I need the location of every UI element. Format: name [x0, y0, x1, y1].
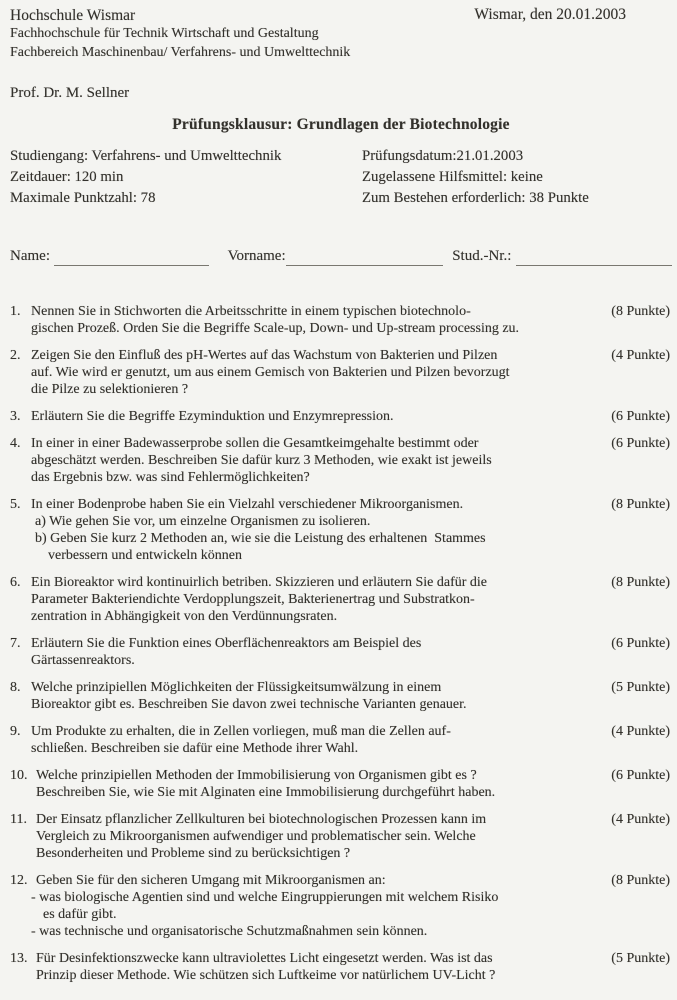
question-text [31, 408, 596, 425]
question-12 [10, 872, 672, 940]
question-5 [10, 496, 672, 564]
question-subitem-a: a) Wie gehen Sie vor, um einzelne Organismen zu isolieren. [35, 514, 371, 529]
name-label: Name: [10, 248, 50, 264]
pass-threshold: Zum Bestehen erforderlich: 38 Punkte [362, 190, 589, 206]
exam-info-left [10, 146, 362, 209]
study-programme: Studiengang: Verfahrens- und Umwelttechnik [10, 148, 282, 164]
exam-info-right [362, 146, 672, 209]
question-2 [10, 347, 672, 398]
allowed-aids: Zugelassene Hilfsmittel: keine [362, 169, 543, 185]
question-line: Ein Bioreaktor wird kontinuirlich betriben. Skizzieren und erläutern Sie dafür die [31, 575, 488, 590]
professor-name: Prof. Dr. M. Sellner [10, 85, 130, 101]
question-line: Welche prinzipiellen Möglichkeiten der Flüssigkeitsumwälzung in einem [31, 680, 442, 695]
document-header [10, 6, 672, 25]
question-line: verbessern und entwickeln können [48, 548, 242, 563]
question-9 [10, 723, 672, 757]
question-3 [10, 408, 672, 425]
question-number: 1. [10, 304, 21, 319]
question-line: Beschreiben Sie, wie Sie mit Alginaten eine Immobilisierung durchgeführt haben. [36, 785, 496, 800]
question-line: auf. Wie wird er genutzt, um aus einem Gemisch von Bakterien und Pilzen bevorzugt [31, 365, 510, 380]
question-text [31, 435, 596, 486]
question-bullet: - was biologische Agentien sind und welche Eingruppierungen mit welchem Risiko [31, 890, 499, 905]
question-number: 4. [10, 436, 21, 451]
question-line: Erläutern Sie die Funktion eines Oberflächenreaktors am Beispiel des [31, 636, 422, 651]
question-8 [10, 679, 672, 713]
question-text [31, 872, 596, 940]
vorname-blank-field [286, 250, 444, 266]
question-line: Besonderheiten und Probleme sind zu berücksichtigen ? [36, 846, 351, 861]
question-text [31, 635, 596, 669]
question-text [31, 574, 596, 625]
question-line: Bioreaktor gibt es. Beschreiben Sie davon zwei technische Varianten genauer. [31, 697, 467, 712]
question-number: 2. [10, 348, 21, 363]
points-badge: (6 Punkte) [611, 768, 670, 783]
question-11 [10, 811, 672, 862]
vorname-label: Vorname: [227, 248, 286, 264]
question-line: Zeigen Sie den Einfluß des pH-Wertes auf das Wachstum von Bakterien und Pilzen [31, 348, 498, 363]
question-number: 3. [10, 409, 21, 424]
question-7 [10, 635, 672, 669]
question-number: 6. [10, 575, 21, 590]
question-line: Parameter Bakteriendichte Verdopplungszeit, Bakterienertrag und Substratkon- [31, 592, 475, 607]
exam-title: Prüfungsklausur: Grundlagen der Biotechnologie [172, 116, 510, 133]
question-line: Erläutern Sie die Begriffe Ezyminduktion und Enzymrepression. [31, 409, 394, 424]
question-line: die Pilze zu selektionieren ? [31, 382, 189, 397]
name-blank-field [54, 250, 209, 266]
exam-date: Prüfungsdatum:21.01.2003 [362, 148, 524, 164]
question-line: das Ergebnis bzw. was sind Fehlermöglichkeiten? [31, 470, 310, 485]
question-number: 11. [10, 812, 27, 827]
question-line: Um Produkte zu erhalten, die in Zellen vorliegen, muß man die Zellen auf- [31, 724, 451, 739]
question-line: abgeschätzt werden. Beschreiben Sie dafür kurz 3 Methoden, wie exakt ist jeweils [31, 453, 492, 468]
question-line: Geben Sie für den sicheren Umgang mit Mikroorganismen an: [36, 873, 386, 888]
points-badge: (8 Punkte) [611, 575, 670, 590]
question-line: Prinzip dieser Methode. Wie schützen sich Luftkeime vor natürlichem UV-Licht ? [36, 968, 496, 983]
points-badge: (5 Punkte) [611, 951, 670, 966]
question-text [31, 496, 596, 564]
institution-name: Hochschule Wismar [10, 7, 136, 24]
question-line: zentration in Abhängigkeit von den Verdünnungsraten. [31, 609, 338, 624]
question-number: 8. [10, 680, 21, 695]
points-badge: (8 Punkte) [611, 304, 670, 319]
points-badge: (6 Punkte) [611, 409, 670, 424]
max-points: Maximale Punktzahl: 78 [10, 190, 156, 206]
question-number: 5. [10, 497, 21, 512]
student-fields-row [10, 247, 672, 266]
question-line: es dafür gibt. [43, 907, 117, 922]
question-number: 13. [10, 951, 28, 966]
question-10 [10, 767, 672, 801]
question-text [31, 303, 596, 337]
points-badge: (6 Punkte) [611, 636, 670, 651]
question-line: Welche prinzipiellen Methoden der Immobilisierung von Organismen gibt es ? [36, 768, 477, 783]
question-line: gischen Prozeß. Orden Sie die Begriffe Scale-up, Down- und Up-stream processing zu. [31, 321, 520, 336]
question-text [31, 723, 596, 757]
department-line: Fachbereich Maschinenbau/ Verfahrens- und Umwelttechnik [10, 44, 351, 60]
question-number: 10. [10, 768, 28, 783]
studnr-blank-field [516, 250, 672, 266]
question-line: Vergleich zu Mikroorganismen aufwendiger und problematischer sein. Welche [36, 829, 476, 844]
question-4 [10, 435, 672, 486]
points-badge: (4 Punkte) [611, 348, 670, 363]
question-6 [10, 574, 672, 625]
question-text [36, 767, 596, 801]
question-1 [10, 303, 672, 337]
question-line: Der Einsatz pflanzlicher Zellkulturen bei biotechnologischen Prozessen kann im [36, 812, 487, 827]
question-bullet: - was technische und organisatorische Schutzmaßnahmen sein können. [31, 924, 428, 939]
question-line: schließen. Beschreiben sie dafür eine Methode ihrer Wahl. [31, 741, 359, 756]
question-list [10, 303, 672, 984]
question-number: 12. [10, 873, 28, 888]
points-badge: (5 Punkte) [611, 680, 670, 695]
question-line: Für Desinfektionszwecke kann ultraviolettes Licht eingesetzt werden. Was ist das [36, 951, 493, 966]
duration: Zeitdauer: 120 min [10, 169, 124, 185]
question-number: 7. [10, 636, 21, 651]
question-13 [10, 950, 672, 984]
question-number: 9. [10, 724, 21, 739]
question-text [31, 347, 596, 398]
points-badge: (6 Punkte) [611, 436, 670, 451]
question-line: In einer in einer Badewasserprobe sollen die Gesamtkeimgehalte bestimmt oder [31, 436, 479, 451]
question-line: In einer Bodenprobe haben Sie ein Vielzahl verschiedener Mikroorganismen. [31, 497, 464, 512]
faculty-line: Fachhochschule für Technik Wirtschaft und Gestaltung [10, 26, 319, 41]
question-text [36, 950, 596, 984]
exam-info [10, 146, 672, 209]
studnr-label: Stud.-Nr.: [452, 248, 512, 264]
question-line: Gärtassenreaktors. [31, 653, 135, 668]
points-badge: (8 Punkte) [611, 873, 670, 888]
points-badge: (8 Punkte) [611, 497, 670, 512]
question-text [36, 811, 596, 862]
points-badge: (4 Punkte) [611, 724, 670, 739]
place-date: Wismar, den 20.01.2003 [474, 6, 626, 23]
question-subitem-b: b) Geben Sie kurz 2 Methoden an, wie sie die Leistung des erhaltenen Stammes [35, 531, 486, 546]
question-line: Nennen Sie in Stichworten die Arbeitsschritte in einem typischen biotechnolo- [31, 304, 471, 319]
question-text [31, 679, 596, 713]
points-badge: (4 Punkte) [611, 812, 670, 827]
